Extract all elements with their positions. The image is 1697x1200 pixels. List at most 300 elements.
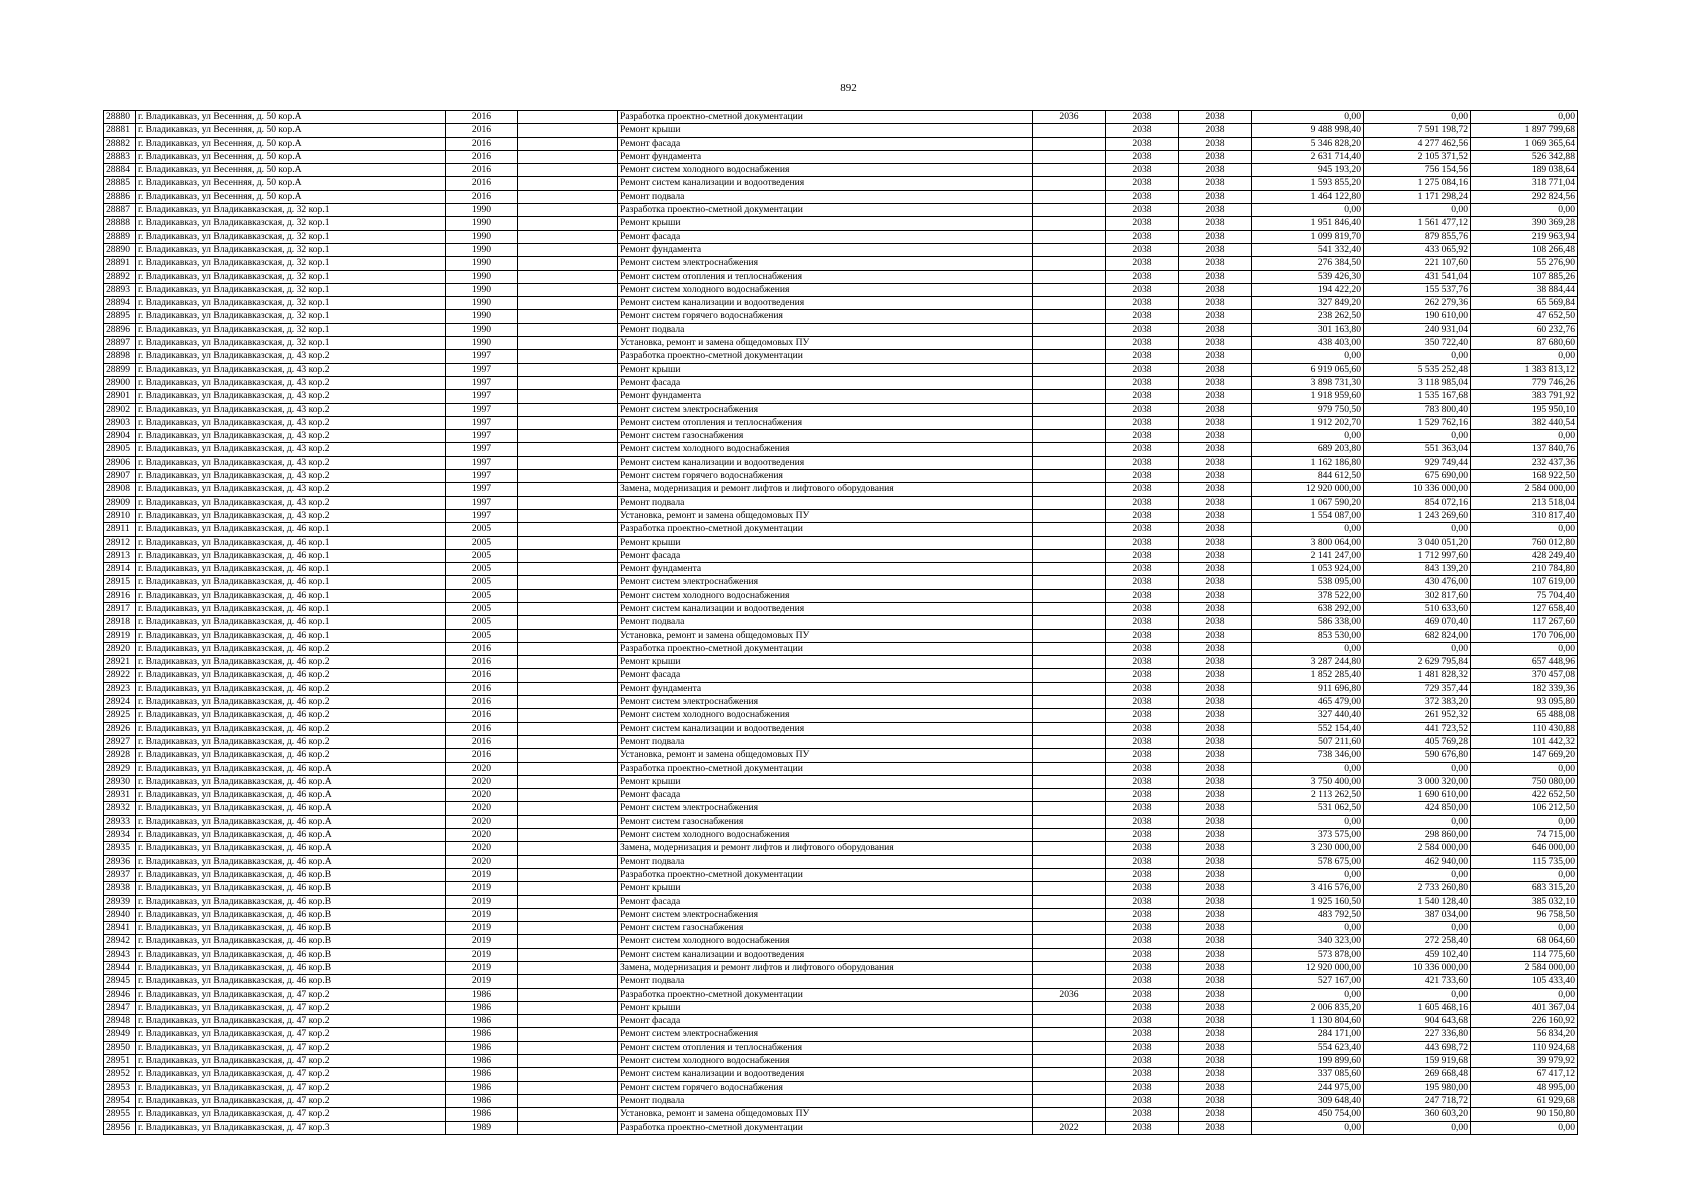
cell-row-number: 28936 <box>104 855 136 868</box>
cell-build-year: 1997 <box>446 376 518 389</box>
cell-total-cost: 276 384,50 <box>1252 257 1364 270</box>
cell-fund-cost: 590 676,80 <box>1364 749 1471 762</box>
cell-build-year: 2019 <box>446 975 518 988</box>
cell-blank <box>518 962 618 975</box>
cell-total-cost: 554 623,40 <box>1252 1041 1364 1054</box>
cell-blank <box>518 1121 618 1134</box>
cell-address: г. Владикавказ, ул Весенняя, д. 50 кор.А <box>136 111 446 124</box>
cell-build-year: 2016 <box>446 150 518 163</box>
cell-year-end: 2038 <box>1179 709 1252 722</box>
cell-planned-year <box>1033 563 1106 576</box>
cell-build-year: 2005 <box>446 629 518 642</box>
cell-owner-cost: 105 433,40 <box>1471 975 1578 988</box>
cell-fund-cost: 0,00 <box>1364 868 1471 881</box>
table-row <box>104 775 1578 788</box>
table-row <box>104 1055 1578 1068</box>
cell-build-year: 1990 <box>446 323 518 336</box>
cell-blank <box>518 390 618 403</box>
cell-build-year: 2016 <box>446 669 518 682</box>
cell-year-start: 2038 <box>1106 1121 1179 1134</box>
table-row <box>104 975 1578 988</box>
cell-work-type: Ремонт фундамента <box>618 150 1033 163</box>
cell-row-number: 28886 <box>104 190 136 203</box>
cell-owner-cost: 232 437,36 <box>1471 456 1578 469</box>
cell-year-end: 2038 <box>1179 1121 1252 1134</box>
cell-year-start: 2038 <box>1106 270 1179 283</box>
cell-year-start: 2038 <box>1106 416 1179 429</box>
cell-address: г. Владикавказ, ул Владикавказская, д. 43 кор.2 <box>136 430 446 443</box>
cell-total-cost: 1 067 590,20 <box>1252 496 1364 509</box>
cell-total-cost: 373 575,00 <box>1252 829 1364 842</box>
cell-year-start: 2038 <box>1106 430 1179 443</box>
table-row <box>104 868 1578 881</box>
cell-blank <box>518 150 618 163</box>
table-row <box>104 829 1578 842</box>
cell-year-start: 2038 <box>1106 589 1179 602</box>
cell-address: г. Владикавказ, ул Владикавказская, д. 46 кор.А <box>136 775 446 788</box>
cell-total-cost: 327 849,20 <box>1252 297 1364 310</box>
cell-work-type: Ремонт систем канализации и водоотведения <box>618 177 1033 190</box>
cell-row-number: 28899 <box>104 363 136 376</box>
cell-planned-year <box>1033 935 1106 948</box>
cell-fund-cost: 675 690,00 <box>1364 470 1471 483</box>
cell-planned-year <box>1033 895 1106 908</box>
cell-planned-year <box>1033 1068 1106 1081</box>
cell-fund-cost: 0,00 <box>1364 111 1471 124</box>
cell-planned-year <box>1033 496 1106 509</box>
cell-fund-cost: 10 336 000,00 <box>1364 962 1471 975</box>
cell-row-number: 28946 <box>104 988 136 1001</box>
cell-work-type: Ремонт систем газоснабжения <box>618 430 1033 443</box>
table-row <box>104 935 1578 948</box>
cell-planned-year <box>1033 310 1106 323</box>
cell-work-type: Замена, модернизация и ремонт лифтов и лифтового оборудования <box>618 483 1033 496</box>
cell-fund-cost: 10 336 000,00 <box>1364 483 1471 496</box>
cell-address: г. Владикавказ, ул Владикавказская, д. 46 кор.2 <box>136 722 446 735</box>
cell-planned-year <box>1033 509 1106 522</box>
cell-total-cost: 844 612,50 <box>1252 470 1364 483</box>
cell-total-cost: 3 750 400,00 <box>1252 775 1364 788</box>
cell-planned-year <box>1033 709 1106 722</box>
cell-year-end: 2038 <box>1179 789 1252 802</box>
cell-blank <box>518 416 618 429</box>
cell-fund-cost: 2 584 000,00 <box>1364 842 1471 855</box>
cell-work-type: Ремонт крыши <box>618 363 1033 376</box>
cell-blank <box>518 456 618 469</box>
cell-address: г. Владикавказ, ул Владикавказская, д. 32 кор.1 <box>136 297 446 310</box>
cell-work-type: Ремонт крыши <box>618 1001 1033 1014</box>
table-row <box>104 589 1578 602</box>
cell-year-start: 2038 <box>1106 962 1179 975</box>
cell-address: г. Владикавказ, ул Владикавказская, д. 47 кор.2 <box>136 1015 446 1028</box>
cell-blank <box>518 789 618 802</box>
cell-row-number: 28882 <box>104 137 136 150</box>
cell-owner-cost: 90 150,80 <box>1471 1108 1578 1121</box>
cell-year-end: 2038 <box>1179 323 1252 336</box>
cell-year-start: 2038 <box>1106 376 1179 389</box>
cell-total-cost: 0,00 <box>1252 111 1364 124</box>
cell-build-year: 2020 <box>446 815 518 828</box>
cell-address: г. Владикавказ, ул Владикавказская, д. 46 кор.2 <box>136 669 446 682</box>
cell-planned-year <box>1033 815 1106 828</box>
cell-total-cost: 9 488 998,40 <box>1252 124 1364 137</box>
cell-planned-year <box>1033 1081 1106 1094</box>
cell-owner-cost: 127 658,40 <box>1471 602 1578 615</box>
cell-row-number: 28955 <box>104 1108 136 1121</box>
table-row <box>104 616 1578 629</box>
cell-blank <box>518 975 618 988</box>
cell-work-type: Ремонт фундамента <box>618 563 1033 576</box>
cell-fund-cost: 262 279,36 <box>1364 297 1471 310</box>
cell-blank <box>518 350 618 363</box>
cell-year-start: 2038 <box>1106 1094 1179 1107</box>
cell-row-number: 28909 <box>104 496 136 509</box>
cell-work-type: Ремонт систем электроснабжения <box>618 403 1033 416</box>
cell-row-number: 28938 <box>104 882 136 895</box>
cell-year-end: 2038 <box>1179 696 1252 709</box>
cell-fund-cost: 0,00 <box>1364 430 1471 443</box>
table-row <box>104 536 1578 549</box>
cell-planned-year <box>1033 842 1106 855</box>
cell-fund-cost: 350 722,40 <box>1364 337 1471 350</box>
cell-fund-cost: 0,00 <box>1364 642 1471 655</box>
cell-owner-cost: 2 584 000,00 <box>1471 962 1578 975</box>
table-row <box>104 470 1578 483</box>
cell-planned-year <box>1033 789 1106 802</box>
cell-year-start: 2038 <box>1106 1108 1179 1121</box>
cell-year-start: 2038 <box>1106 297 1179 310</box>
cell-year-start: 2038 <box>1106 470 1179 483</box>
cell-year-end: 2038 <box>1179 882 1252 895</box>
cell-year-start: 2038 <box>1106 722 1179 735</box>
cell-year-end: 2038 <box>1179 1068 1252 1081</box>
cell-year-start: 2038 <box>1106 682 1179 695</box>
cell-owner-cost: 370 457,08 <box>1471 669 1578 682</box>
cell-year-start: 2038 <box>1106 1001 1179 1014</box>
cell-work-type: Ремонт фасада <box>618 789 1033 802</box>
cell-build-year: 2016 <box>446 749 518 762</box>
cell-year-end: 2038 <box>1179 1108 1252 1121</box>
table-row <box>104 895 1578 908</box>
cell-total-cost: 552 154,40 <box>1252 722 1364 735</box>
cell-planned-year <box>1033 669 1106 682</box>
cell-year-end: 2038 <box>1179 629 1252 642</box>
cell-total-cost: 3 800 064,00 <box>1252 536 1364 549</box>
cell-blank <box>518 509 618 522</box>
cell-owner-cost: 382 440,54 <box>1471 416 1578 429</box>
cell-blank <box>518 815 618 828</box>
cell-fund-cost: 2 105 371,52 <box>1364 150 1471 163</box>
cell-planned-year <box>1033 629 1106 642</box>
cell-total-cost: 638 292,00 <box>1252 602 1364 615</box>
cell-owner-cost: 760 012,80 <box>1471 536 1578 549</box>
cell-owner-cost: 0,00 <box>1471 523 1578 536</box>
cell-year-end: 2038 <box>1179 1055 1252 1068</box>
cell-owner-cost: 114 775,60 <box>1471 948 1578 961</box>
table-row <box>104 523 1578 536</box>
cell-build-year: 2020 <box>446 762 518 775</box>
cell-build-year: 1997 <box>446 363 518 376</box>
cell-fund-cost: 372 383,20 <box>1364 696 1471 709</box>
cell-blank <box>518 270 618 283</box>
cell-planned-year <box>1033 975 1106 988</box>
cell-total-cost: 538 095,00 <box>1252 576 1364 589</box>
cell-total-cost: 1 053 924,00 <box>1252 563 1364 576</box>
table-row <box>104 177 1578 190</box>
cell-year-start: 2038 <box>1106 696 1179 709</box>
cell-address: г. Владикавказ, ул Владикавказская, д. 47 кор.2 <box>136 1055 446 1068</box>
cell-year-end: 2038 <box>1179 177 1252 190</box>
cell-owner-cost: 0,00 <box>1471 111 1578 124</box>
cell-owner-cost: 0,00 <box>1471 868 1578 881</box>
cell-blank <box>518 536 618 549</box>
cell-address: г. Владикавказ, ул Владикавказская, д. 46 кор.А <box>136 842 446 855</box>
cell-address: г. Владикавказ, ул Владикавказская, д. 43 кор.2 <box>136 376 446 389</box>
cell-year-end: 2038 <box>1179 829 1252 842</box>
table-row <box>104 430 1578 443</box>
cell-blank <box>518 682 618 695</box>
cell-total-cost: 2 006 835,20 <box>1252 1001 1364 1014</box>
cell-year-end: 2038 <box>1179 642 1252 655</box>
cell-address: г. Владикавказ, ул Владикавказская, д. 46 кор.В <box>136 922 446 935</box>
cell-total-cost: 738 346,00 <box>1252 749 1364 762</box>
cell-build-year: 2019 <box>446 948 518 961</box>
cell-year-end: 2038 <box>1179 563 1252 576</box>
cell-blank <box>518 310 618 323</box>
cell-work-type: Разработка проектно-сметной документации <box>618 1121 1033 1134</box>
cell-owner-cost: 683 315,20 <box>1471 882 1578 895</box>
cell-owner-cost: 0,00 <box>1471 922 1578 935</box>
cell-address: г. Владикавказ, ул Владикавказская, д. 32 кор.1 <box>136 217 446 230</box>
cell-work-type: Ремонт систем канализации и водоотведения <box>618 297 1033 310</box>
cell-fund-cost: 459 102,40 <box>1364 948 1471 961</box>
cell-build-year: 2016 <box>446 722 518 735</box>
cell-fund-cost: 1 243 269,60 <box>1364 509 1471 522</box>
cell-fund-cost: 682 824,00 <box>1364 629 1471 642</box>
table-row <box>104 456 1578 469</box>
cell-fund-cost: 0,00 <box>1364 988 1471 1001</box>
cell-build-year: 2016 <box>446 111 518 124</box>
cell-year-start: 2038 <box>1106 629 1179 642</box>
cell-planned-year <box>1033 456 1106 469</box>
cell-year-end: 2038 <box>1179 1015 1252 1028</box>
cell-planned-year <box>1033 416 1106 429</box>
cell-blank <box>518 762 618 775</box>
table-row <box>104 403 1578 416</box>
cell-planned-year <box>1033 1041 1106 1054</box>
cell-work-type: Установка, ремонт и замена общедомовых ПУ <box>618 629 1033 642</box>
cell-work-type: Ремонт подвала <box>618 496 1033 509</box>
cell-year-end: 2038 <box>1179 842 1252 855</box>
cell-fund-cost: 261 952,32 <box>1364 709 1471 722</box>
cell-blank <box>518 735 618 748</box>
cell-row-number: 28947 <box>104 1001 136 1014</box>
cell-blank <box>518 802 618 815</box>
cell-owner-cost: 147 669,20 <box>1471 749 1578 762</box>
cell-fund-cost: 2 629 795,84 <box>1364 656 1471 669</box>
cell-address: г. Владикавказ, ул Владикавказская, д. 43 кор.2 <box>136 509 446 522</box>
cell-year-end: 2038 <box>1179 616 1252 629</box>
cell-owner-cost: 101 442,32 <box>1471 735 1578 748</box>
cell-year-end: 2038 <box>1179 496 1252 509</box>
cell-build-year: 2020 <box>446 829 518 842</box>
cell-owner-cost: 401 367,04 <box>1471 1001 1578 1014</box>
cell-year-end: 2038 <box>1179 576 1252 589</box>
cell-planned-year <box>1033 602 1106 615</box>
cell-owner-cost: 213 518,04 <box>1471 496 1578 509</box>
cell-owner-cost: 0,00 <box>1471 762 1578 775</box>
cell-year-start: 2038 <box>1106 616 1179 629</box>
cell-row-number: 28948 <box>104 1015 136 1028</box>
cell-planned-year <box>1033 696 1106 709</box>
cell-address: г. Владикавказ, ул Владикавказская, д. 46 кор.1 <box>136 523 446 536</box>
cell-work-type: Ремонт фасада <box>618 1015 1033 1028</box>
cell-planned-year <box>1033 549 1106 562</box>
cell-build-year: 1990 <box>446 230 518 243</box>
cell-planned-year <box>1033 523 1106 536</box>
cell-address: г. Владикавказ, ул Владикавказская, д. 46 кор.В <box>136 868 446 881</box>
cell-row-number: 28925 <box>104 709 136 722</box>
cell-build-year: 2016 <box>446 137 518 150</box>
cell-total-cost: 0,00 <box>1252 204 1364 217</box>
cell-year-end: 2038 <box>1179 815 1252 828</box>
cell-total-cost: 1 162 186,80 <box>1252 456 1364 469</box>
cell-owner-cost: 750 080,00 <box>1471 775 1578 788</box>
cell-year-end: 2038 <box>1179 350 1252 363</box>
cell-row-number: 28956 <box>104 1121 136 1134</box>
cell-year-end: 2038 <box>1179 204 1252 217</box>
cell-blank <box>518 882 618 895</box>
cell-row-number: 28917 <box>104 602 136 615</box>
cell-blank <box>518 1015 618 1028</box>
table-row <box>104 602 1578 615</box>
cell-year-end: 2038 <box>1179 1001 1252 1014</box>
cell-work-type: Ремонт подвала <box>618 855 1033 868</box>
cell-planned-year <box>1033 177 1106 190</box>
cell-address: г. Владикавказ, ул Весенняя, д. 50 кор.А <box>136 150 446 163</box>
cell-year-end: 2038 <box>1179 1094 1252 1107</box>
cell-year-end: 2038 <box>1179 403 1252 416</box>
cell-planned-year <box>1033 735 1106 748</box>
cell-total-cost: 945 193,20 <box>1252 164 1364 177</box>
cell-blank <box>518 177 618 190</box>
cell-fund-cost: 469 070,40 <box>1364 616 1471 629</box>
cell-work-type: Ремонт подвала <box>618 616 1033 629</box>
cell-blank <box>518 430 618 443</box>
cell-year-end: 2038 <box>1179 948 1252 961</box>
cell-year-start: 2038 <box>1106 789 1179 802</box>
cell-owner-cost: 60 232,76 <box>1471 323 1578 336</box>
cell-year-end: 2038 <box>1179 536 1252 549</box>
cell-fund-cost: 247 718,72 <box>1364 1094 1471 1107</box>
cell-total-cost: 1 852 285,40 <box>1252 669 1364 682</box>
cell-year-end: 2038 <box>1179 390 1252 403</box>
table-row <box>104 762 1578 775</box>
cell-build-year: 1986 <box>446 1108 518 1121</box>
cell-work-type: Ремонт систем горячего водоснабжения <box>618 310 1033 323</box>
table-row <box>104 735 1578 748</box>
cell-work-type: Ремонт систем канализации и водоотведения <box>618 456 1033 469</box>
cell-work-type: Ремонт фасада <box>618 230 1033 243</box>
cell-owner-cost: 385 032,10 <box>1471 895 1578 908</box>
cell-year-start: 2038 <box>1106 496 1179 509</box>
cell-planned-year <box>1033 350 1106 363</box>
cell-fund-cost: 240 931,04 <box>1364 323 1471 336</box>
cell-work-type: Установка, ремонт и замена общедомовых ПУ <box>618 1108 1033 1121</box>
cell-fund-cost: 510 633,60 <box>1364 602 1471 615</box>
cell-row-number: 28933 <box>104 815 136 828</box>
cell-address: г. Владикавказ, ул Владикавказская, д. 47 кор.2 <box>136 1028 446 1041</box>
cell-address: г. Владикавказ, ул Владикавказская, д. 46 кор.1 <box>136 589 446 602</box>
cell-address: г. Владикавказ, ул Владикавказская, д. 46 кор.А <box>136 855 446 868</box>
cell-total-cost: 573 878,00 <box>1252 948 1364 961</box>
cell-work-type: Ремонт крыши <box>618 882 1033 895</box>
cell-row-number: 28916 <box>104 589 136 602</box>
cell-work-type: Ремонт систем холодного водоснабжения <box>618 283 1033 296</box>
cell-owner-cost: 168 922,50 <box>1471 470 1578 483</box>
cell-year-start: 2038 <box>1106 509 1179 522</box>
cell-total-cost: 0,00 <box>1252 815 1364 828</box>
cell-planned-year <box>1033 656 1106 669</box>
cell-owner-cost: 93 095,80 <box>1471 696 1578 709</box>
cell-row-number: 28896 <box>104 323 136 336</box>
cell-fund-cost: 0,00 <box>1364 922 1471 935</box>
cell-owner-cost: 0,00 <box>1471 204 1578 217</box>
cell-fund-cost: 0,00 <box>1364 815 1471 828</box>
table-row <box>104 1041 1578 1054</box>
cell-total-cost: 911 696,80 <box>1252 682 1364 695</box>
cell-row-number: 28907 <box>104 470 136 483</box>
cell-total-cost: 199 899,60 <box>1252 1055 1364 1068</box>
table-row <box>104 1081 1578 1094</box>
cell-fund-cost: 1 529 762,16 <box>1364 416 1471 429</box>
cell-address: г. Владикавказ, ул Владикавказская, д. 32 кор.1 <box>136 337 446 350</box>
cell-planned-year <box>1033 962 1106 975</box>
cell-address: г. Владикавказ, ул Владикавказская, д. 47 кор.2 <box>136 1068 446 1081</box>
cell-owner-cost: 61 929,68 <box>1471 1094 1578 1107</box>
cell-build-year: 1986 <box>446 1041 518 1054</box>
cell-address: г. Владикавказ, ул Владикавказская, д. 32 кор.1 <box>136 323 446 336</box>
cell-planned-year <box>1033 908 1106 921</box>
cell-blank <box>518 922 618 935</box>
cell-fund-cost: 298 860,00 <box>1364 829 1471 842</box>
cell-owner-cost: 0,00 <box>1471 1121 1578 1134</box>
cell-address: г. Владикавказ, ул Владикавказская, д. 43 кор.2 <box>136 456 446 469</box>
table-row <box>104 722 1578 735</box>
cell-blank <box>518 948 618 961</box>
cell-total-cost: 541 332,40 <box>1252 243 1364 256</box>
cell-owner-cost: 390 369,28 <box>1471 217 1578 230</box>
cell-address: г. Владикавказ, ул Владикавказская, д. 46 кор.2 <box>136 682 446 695</box>
cell-fund-cost: 854 072,16 <box>1364 496 1471 509</box>
cell-owner-cost: 67 417,12 <box>1471 1068 1578 1081</box>
cell-planned-year <box>1033 230 1106 243</box>
cell-year-start: 2038 <box>1106 749 1179 762</box>
cell-address: г. Владикавказ, ул Владикавказская, д. 46 кор.А <box>136 815 446 828</box>
cell-year-end: 2038 <box>1179 337 1252 350</box>
cell-build-year: 2016 <box>446 735 518 748</box>
cell-year-start: 2038 <box>1106 483 1179 496</box>
cell-total-cost: 3 230 000,00 <box>1252 842 1364 855</box>
cell-blank <box>518 1094 618 1107</box>
cell-work-type: Ремонт фасада <box>618 376 1033 389</box>
cell-blank <box>518 629 618 642</box>
cell-address: г. Владикавказ, ул Владикавказская, д. 46 кор.А <box>136 789 446 802</box>
cell-address: г. Владикавказ, ул Владикавказская, д. 47 кор.2 <box>136 1041 446 1054</box>
cell-total-cost: 483 792,50 <box>1252 908 1364 921</box>
cell-address: г. Владикавказ, ул Весенняя, д. 50 кор.А <box>136 137 446 150</box>
cell-work-type: Ремонт систем электроснабжения <box>618 908 1033 921</box>
